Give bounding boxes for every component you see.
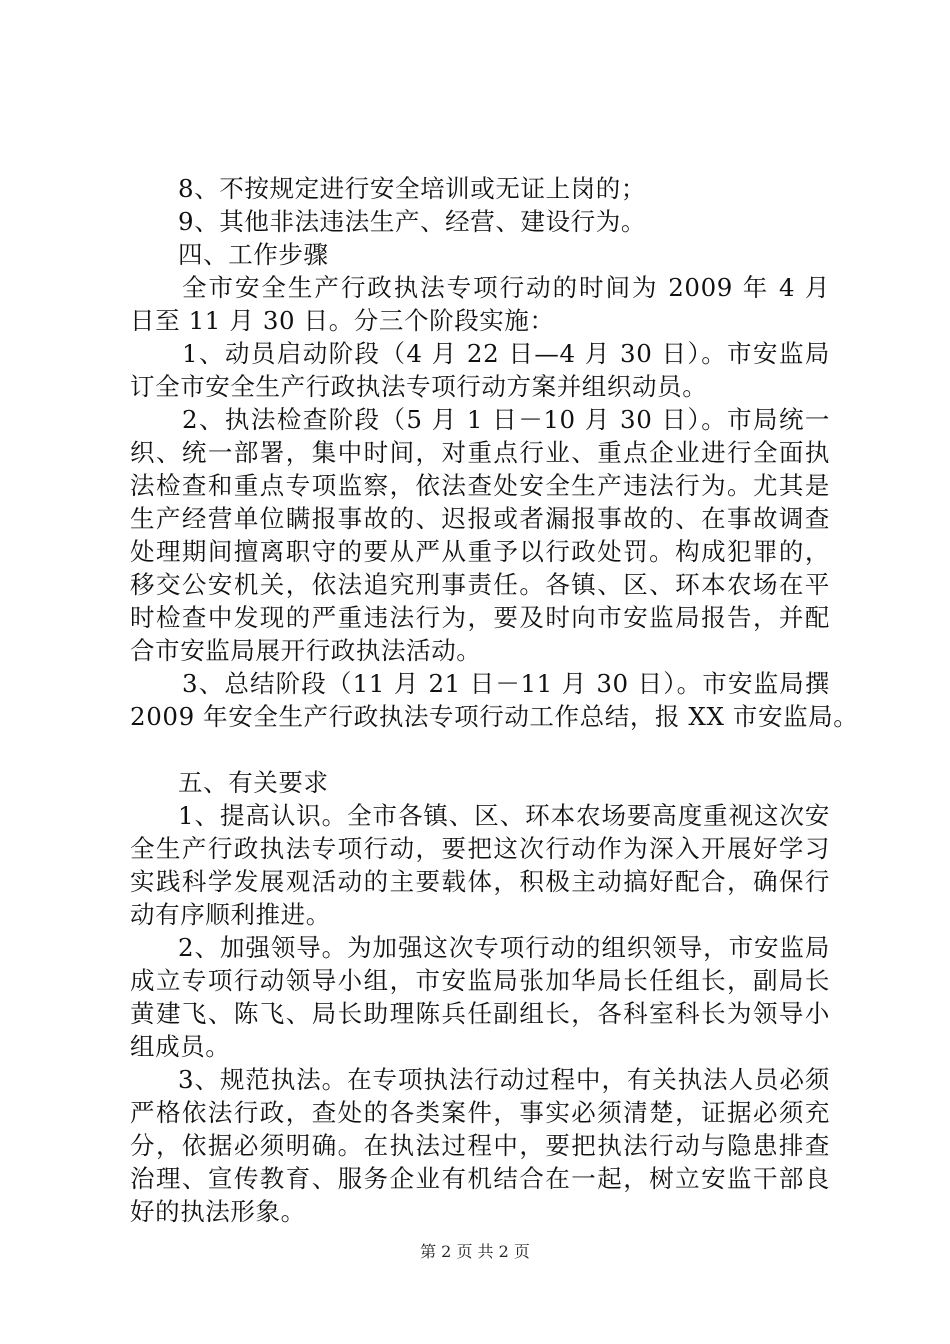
text-line-11: 生产经营单位瞒报事故的、迟报或者漏报事故的、在事故调查 — [130, 504, 830, 533]
text-line-16: 3、总结阶段（11 月 21 日－11 月 30 日）。市安监局撰 — [182, 669, 830, 698]
text-line-6: 1、动员启动阶段（4 月 22 日—4 月 30 日）。市安监局 — [182, 339, 830, 368]
text-line-19: 1、提高认识。全市各镇、区、环本农场要高度重视这次安 — [178, 801, 830, 830]
text-line-13: 移交公安机关，依法追究刑事责任。各镇、区、环本农场在平 — [130, 570, 830, 599]
page-number-footer: 第 2 页 共 2 页 — [420, 1242, 530, 1261]
text-line-30: 治理、宣传教育、服务企业有机结合在一起，树立安监干部良 — [130, 1164, 830, 1193]
text-line-7: 订全市安全生产行政执法专项行动方案并组织动员。 — [130, 372, 708, 401]
text-line-12: 处理期间擅离职守的要从严从重予以行政处罚。构成犯罪的， — [130, 537, 830, 566]
text-line-24: 成立专项行动领导小组，市安监局张加华局长任组长，副局长 — [130, 966, 830, 995]
text-line-20: 全生产行政执法专项行动，要把这次行动作为深入开展好学习 — [130, 834, 830, 863]
section-heading-requirements: 五、有关要求 — [178, 768, 329, 797]
text-line-1: 8、不按规定进行安全培训或无证上岗的； — [178, 174, 646, 203]
text-line-31: 好的执法形象。 — [130, 1197, 306, 1226]
text-line-14: 时检查中发现的严重违法行为，要及时向市安监局报告，并配 — [130, 603, 830, 632]
text-line-28: 严格依法行政，查处的各类案件，事实必须清楚，证据必须充 — [130, 1098, 830, 1127]
text-line-21: 实践科学发展观活动的主要载体，积极主动搞好配合，确保行 — [130, 867, 830, 896]
text-line-10: 法检查和重点专项监察，依法查处安全生产违法行为。尤其是 — [130, 471, 830, 500]
text-line-4: 全市安全生产行政执法专项行动的时间为 2009 年 4 月 — [182, 273, 830, 302]
text-line-9: 织、统一部署，集中时间，对重点行业、重点企业进行全面执 — [130, 438, 830, 467]
text-line-23: 2、加强领导。为加强这次专项行动的组织领导，市安监局 — [178, 933, 830, 962]
text-line-2: 9、其他非法违法生产、经营、建设行为。 — [178, 207, 646, 236]
text-line-22: 动有序顺利推进。 — [130, 900, 331, 929]
text-line-17: 2009 年安全生产行政执法专项行动工作总结，报 XX 市安监局。 — [130, 702, 859, 731]
text-line-8: 2、执法检查阶段（5 月 1 日－10 月 30 日）。市局统一 — [182, 405, 830, 434]
text-line-25: 黄建飞、陈飞、局长助理陈兵任副组长，各科室科长为领导小 — [130, 999, 830, 1028]
text-line-5: 日至 11 月 30 日。分三个阶段实施： — [130, 306, 555, 335]
text-line-29: 分，依据必须明确。在执法过程中，要把执法行动与隐患排查 — [130, 1131, 830, 1160]
section-heading-steps: 四、工作步骤 — [178, 240, 329, 269]
text-line-26: 组成员。 — [130, 1032, 231, 1061]
text-line-27: 3、规范执法。在专项执法行动过程中，有关执法人员必须 — [178, 1065, 830, 1094]
text-line-15: 合市安监局展开行政执法活动。 — [130, 636, 482, 665]
